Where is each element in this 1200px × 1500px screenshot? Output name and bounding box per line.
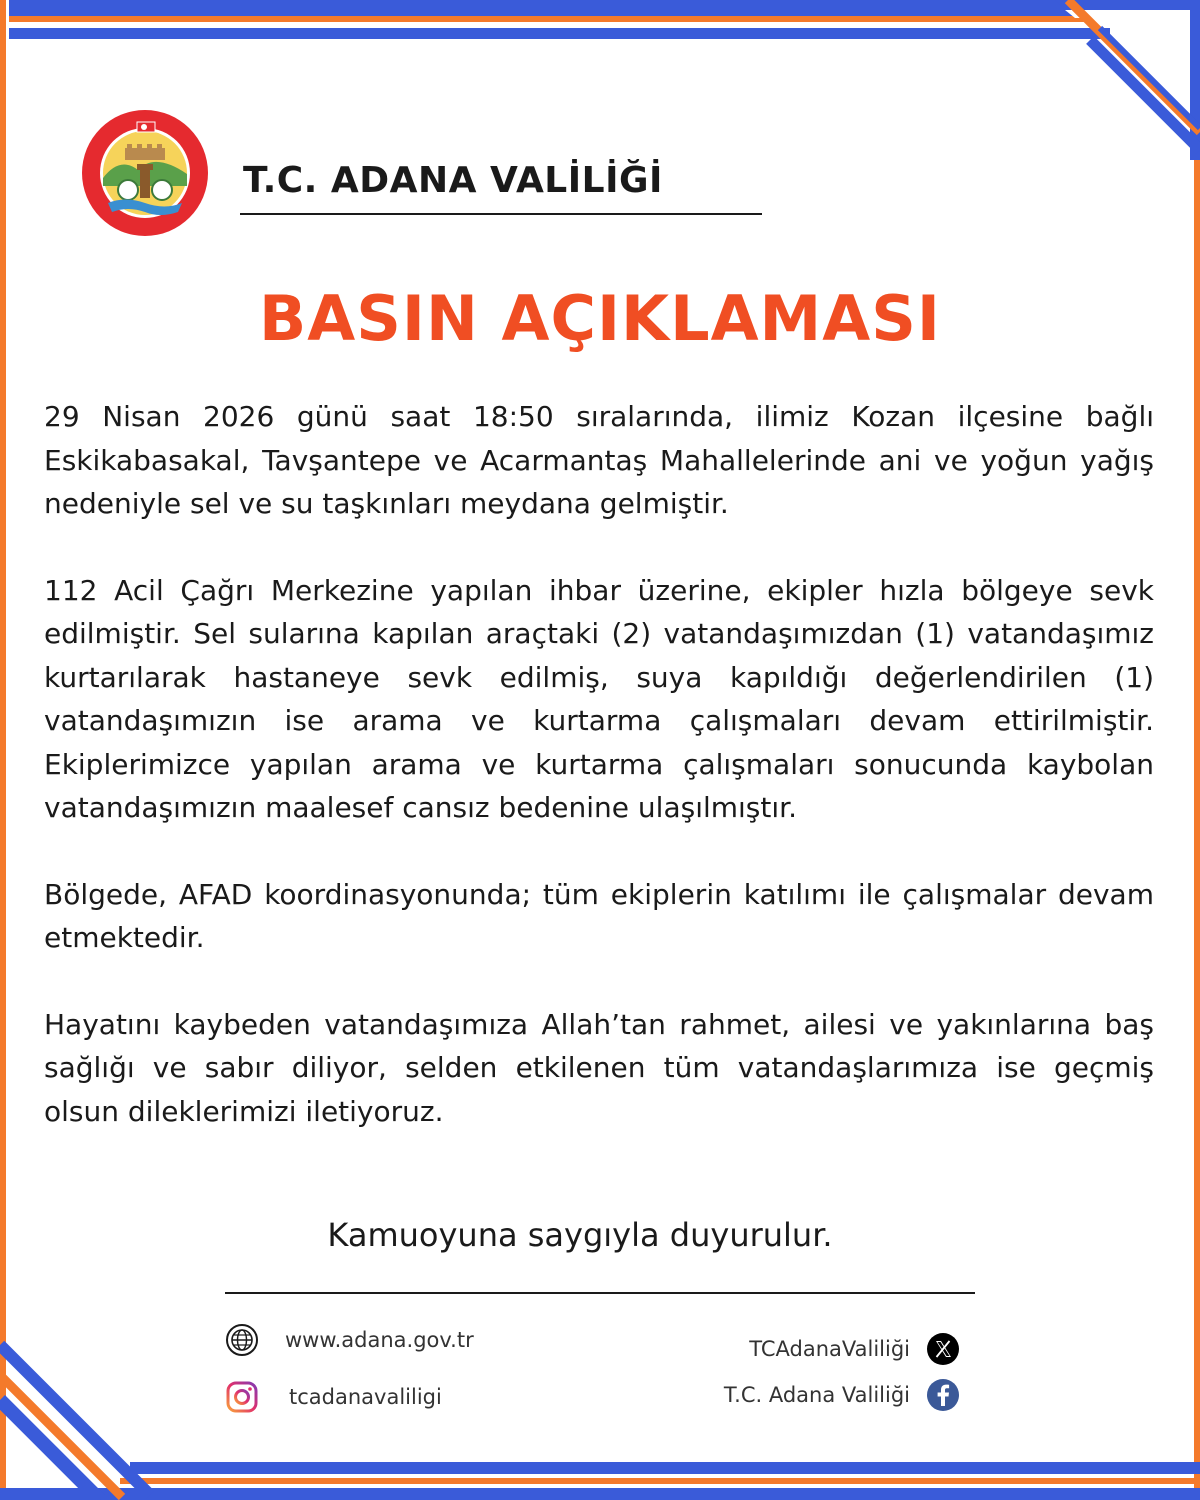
facebook-page-name: T.C. Adana Valiliği bbox=[723, 1383, 910, 1407]
footer-divider bbox=[225, 1292, 975, 1294]
globe-icon bbox=[225, 1323, 259, 1357]
press-release-body bbox=[44, 395, 1154, 1176]
adana-governorship-seal-icon bbox=[80, 108, 210, 238]
header bbox=[80, 108, 780, 238]
paragraph-condolence: Hayatını kaybeden vatandaşımıza Allah’tan rahmet, ailesi ve yakınlarına baş sağlığı ve sabır diliyor, selden etkilenen tüm vatandaşlarımıza ise geçmiş olsun dileklerimizi iletiyoruz. bbox=[44, 1007, 1154, 1128]
organization-name: T.C. ADANA VALİLİĞİ bbox=[243, 160, 663, 201]
paragraph-rescue: 112 Acil Çağrı Merkezine yapılan ihbar üzerine, ekipler hızla bölgeye sevk edilmiştir. Sel sularına kapılan araçtaki (2) vatandaşımızdan (1) vatandaşımız kurtarılarak hastaneye sevk edilmiş, suya kapıldığı değerlendirilen (1) vatandaşımızın ise arama ve kurtarma çalışmaları devam ettirilmiştir. Ekiplerimizce yapılan arama ve kurtarma çalışmaları sonucunda kaybolan vatandaşımızın maalesef cansız bedenine ulaşılmıştır. bbox=[44, 573, 1154, 824]
instagram-icon bbox=[225, 1380, 259, 1414]
x-handle: TCAdanaValiliği bbox=[749, 1337, 910, 1361]
instagram-handle: tcadanavaliligi bbox=[289, 1385, 442, 1409]
website-text: www.adana.gov.tr bbox=[285, 1328, 474, 1352]
paragraph-afad: Bölgede, AFAD koordinasyonunda; tüm ekiplerin katılımı ile çalışmalar devam etmektedir. bbox=[44, 877, 1154, 954]
header-divider bbox=[240, 213, 762, 215]
facebook-link[interactable] bbox=[724, 1378, 960, 1412]
facebook-icon bbox=[926, 1378, 960, 1412]
x-link[interactable] bbox=[749, 1332, 960, 1366]
website-link[interactable] bbox=[225, 1323, 474, 1357]
x-icon bbox=[926, 1332, 960, 1366]
press-release-title: BASIN AÇIKLAMASI bbox=[259, 282, 941, 355]
instagram-link[interactable] bbox=[225, 1380, 442, 1414]
paragraph-incident: 29 Nisan 2026 günü saat 18:50 sıralarında, ilimiz Kozan ilçesine bağlı Eskikabasakal, Tavşantepe ve Acarmantaş Mahallelerinde ani ve yoğun yağış nedeniyle sel ve su taşkınları meydana gelmiştir. bbox=[44, 400, 1154, 520]
closing-statement: Kamuoyuna saygıyla duyurulur. bbox=[327, 1216, 833, 1254]
